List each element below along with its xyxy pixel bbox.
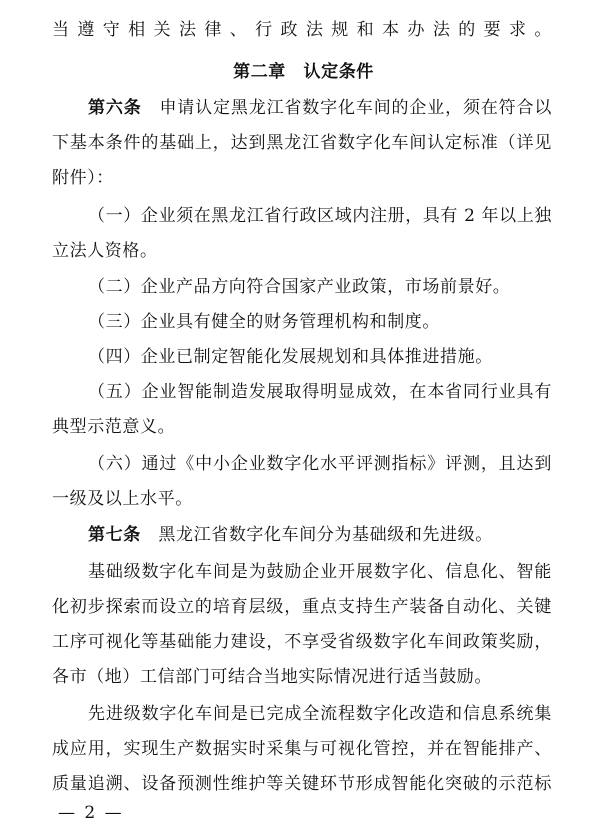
text-line: 典型示范意义。 bbox=[52, 417, 176, 437]
text-line: 化初步探索而设立的培育层级，重点支持生产装备自动化、关键 bbox=[52, 597, 552, 617]
text-line: 成应用，实现生产数据实时采集与可视化管控，并在智能排产、 bbox=[52, 739, 552, 759]
text-line: 附件）： bbox=[52, 168, 114, 188]
page-number: — 2 — bbox=[58, 803, 124, 823]
article-7-text: 黑龙江省数字化车间分为基础级和先进级。 bbox=[158, 525, 493, 545]
article-6-line-1 bbox=[88, 96, 552, 120]
condition-4: （四）企业已制定智能化发展规划和具体推进措施。 bbox=[88, 347, 493, 367]
condition-1-line-1: （一）企业须在黑龙江省行政区域内注册，具有 2 年以上独 bbox=[88, 206, 552, 226]
text-line: 各市（地）工信部门可结合当地实际情况进行适当鼓励。 bbox=[52, 667, 492, 687]
text-line: 当遵守相关法律、行政法规和本办法的要求。 bbox=[52, 20, 552, 40]
text-line: 立法人资格。 bbox=[52, 241, 158, 261]
text-line: 一级及以上水平。 bbox=[52, 489, 193, 509]
article-6-text: 申请认定黑龙江省数字化车间的企业，须在符合以 bbox=[159, 98, 552, 118]
article-6-label: 第六条 bbox=[88, 98, 142, 118]
condition-5-line-1: （五）企业智能制造发展取得明显成效，在本省同行业具有 bbox=[88, 382, 552, 402]
article-7-line-1 bbox=[88, 523, 552, 547]
condition-3: （三）企业具有健全的财务管理机构和制度。 bbox=[88, 312, 440, 332]
condition-2: （二）企业产品方向符合国家产业政策，市场前景好。 bbox=[88, 277, 511, 297]
text-line: 基础级数字化车间是为鼓励企业开展数字化、信息化、智能 bbox=[88, 562, 552, 582]
chapter-heading: 第二章 认定条件 bbox=[233, 62, 374, 82]
article-7-label: 第七条 bbox=[88, 525, 141, 545]
text-line: 下基本条件的基础上，达到黑龙江省数字化车间认定标准（详见 bbox=[52, 133, 552, 153]
text-line: 先进级数字化车间是已完成全流程数字化改造和信息系统集 bbox=[88, 704, 552, 724]
text-line: 工序可视化等基础能力建设，不享受省级数字化车间政策奖励， bbox=[52, 632, 552, 652]
text-line: 质量追溯、设备预测性维护等关键环节形成智能化突破的示范标 bbox=[52, 774, 552, 794]
condition-6-line-1: （六）通过《中小企业数字化水平评测指标》评测，且达到 bbox=[88, 454, 552, 474]
